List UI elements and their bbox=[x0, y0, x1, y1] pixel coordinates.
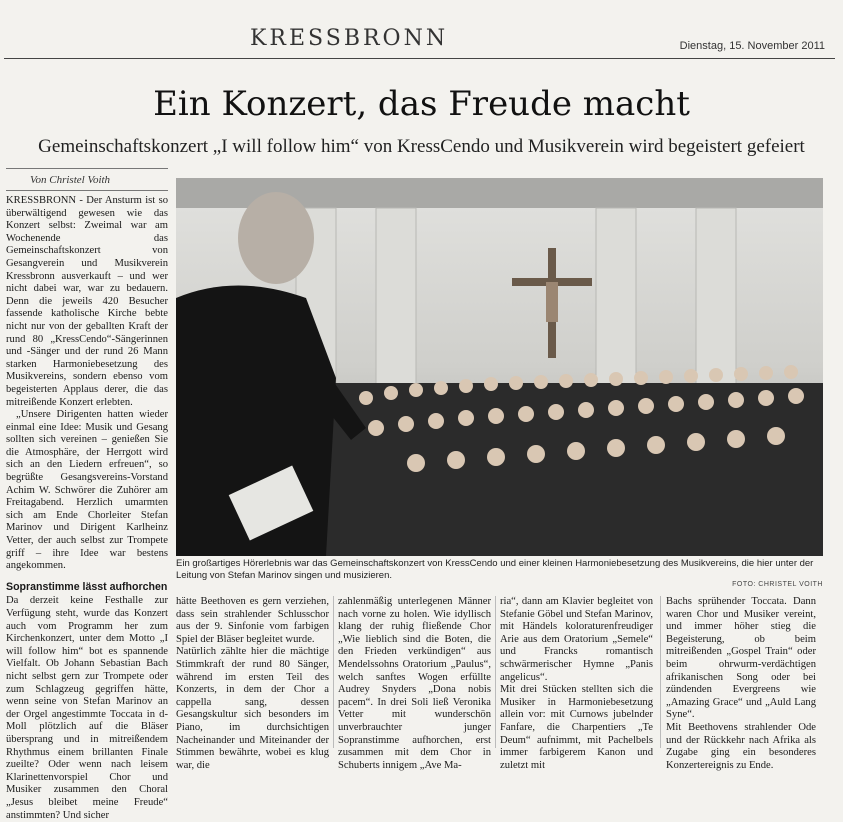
concert-photo bbox=[176, 178, 823, 556]
article-column-3 bbox=[338, 596, 491, 771]
column-5-text: Bachs sprühender Toccata. Dann waren Chor und Musiker vereint, und immer höher stieg die Begeisterung, ob beim mitreißenden „Gospel Train“ oder beim ohrwurm-verdächtigen afrikanischen Song oder bei zündenden Evergreens wie „Amazing Grace“ und „Auld Lang Syne“. Mit Beethovens strahlender Ode und der Rückkehr nach Afrika als Zugabe ging ein besonderes Konzertereignis zu Ende. bbox=[666, 596, 816, 771]
photo-caption: Ein großartiges Hörerlebnis war das Gemeinschaftskonzert von KressCendo und einer kleinen Harmoniebesetzung des Musikvereins, die hier unter der Leitung von Stefan Marinov singen und musizieren. bbox=[176, 558, 814, 581]
article-headline: Ein Konzert, das Freude macht bbox=[153, 84, 690, 124]
issue-date: Dienstag, 15. November 2011 bbox=[679, 40, 825, 52]
column-rule bbox=[495, 596, 496, 748]
paragraph-soprano: Da derzeit keine Festhalle zur Verfügung steht, wurde das Konzert auch vom Programm her zum Kirchenkonzert, unter dem Motto „I will follow him“ bot es spannende Vielfalt. Ob Johann Sebastian Bach nicht selbst gern zur Trompete oder zum Schlagzeug gegriffen hätte, wenn seine von Stefan Marinov an der Orgel angestimmte Toccata in d-Moll plötzlich auf die Bläser übersprang und in mitreißendem Rhythmus einem brillanten Finale zueilte? Oder wenn nach leisem Klarinettenvorspiel Chor und Musiker zusammen den Choral „Jesus bleibet meine Freude“ anstimmten? Und sicher bbox=[6, 595, 168, 821]
section-title: KRESSBRONN bbox=[250, 26, 449, 51]
article-column-left bbox=[6, 195, 168, 821]
photo-credit: FOTO: CHRISTEL VOITH bbox=[732, 581, 823, 588]
header-rule bbox=[4, 58, 835, 59]
column-2-text: hätte Beethoven es gern verziehen, dass sein strahlender Schlusschor aus der 9. Sinfonie vom farbigen Spiel der Bläser begleitet wurde. Natürlich zählte hier die mächtige Stimmkraft der rund 80 Sänger, während im ersten Teil des Konzerts, in dem der Chor a cappella sang, dessen Gesangskultur sich besonders im Piano, im durchsichtigen Nacheinander und Miteinander der Stimmen bewährte, wobei es klug war, die bbox=[176, 596, 329, 771]
concert-photo-illustration bbox=[176, 178, 823, 556]
column-rule bbox=[660, 596, 661, 748]
column-4-text: ria“, dann am Klavier begleitet von Stefanie Göbel und Stefan Marinov, mit Händels koloraturenfreudiger Arie aus dem Oratorium „Semele“ und Francks romantisch schwärmerischer Hymne „Panis angelicus“. Mit drei Stücken stellten sich die Musiker in Harmoniebesetzung allein vor: mit Curnows jubelnder Fanfare, die Charpentiers „Te Deum“ aufnimmt, mit Pachelbels immer farbigerem Kanon und zuletzt mit bbox=[500, 596, 653, 771]
byline-rule bbox=[6, 190, 168, 191]
column-rule bbox=[333, 596, 334, 748]
paragraph-intro: KRESSBRONN - Der Ansturm ist so überwältigend gewesen wie das Konzert selbst: Zweimal war am Wochenende das Gemeinschaftskonzert von Gesangverein und Musikverein Kressbronn ausverkauft – und wer nicht dabei war, war zu bedauern. Denn die jeweils 420 Besucher fassende katholische Kirche bebte nicht nur von der geballten Kraft der rund 80 „KressCendo“-Sängerinnen und -Sänger und der rund 26 Mann starken Harmoniebesetzung des Musikvereins, sondern ebenso vom begeisterten Applaus derer, die das mitreißende Konzert erlebten. bbox=[6, 195, 168, 408]
intertitle: Sopranstimme lässt aufhorchen bbox=[6, 580, 168, 593]
article-column-4 bbox=[500, 596, 653, 771]
byline-rule-top bbox=[6, 168, 168, 169]
column-3-text: zahlenmäßig unterlegenen Männer nach vorne zu holen. Wie idyllisch klang der ruhig fließende Chor „Wie lieblich sind die Boten, die den Frieden verkündigen“ aus Mendelssohns Oratorium „Paulus“, welch sanftes Wogen erfüllte Audrey Snyders „Dona nobis pacem“. In drei Soli ließ Veronika Vetter mit wunderschön unverbrauchter junger Sopranstimme aufhorchen, erst zusammen mit dem Chor in Schuberts innigem „Ave Ma- bbox=[338, 596, 491, 771]
article-subheadline: Gemeinschaftskonzert „I will follow him“ von KressCendo und Musikverein wird begeistert gefeiert bbox=[38, 136, 805, 157]
article-column-5 bbox=[666, 596, 816, 771]
article-column-2 bbox=[176, 596, 329, 771]
paragraph-quote: „Unsere Dirigenten hatten wieder einmal eine Idee: Musik und Gesang sollten sich vereinen – genießen Sie die Atmosphäre, der Herrgott wird sich an den Liedern erfreuen“, so begrüßte Gesangsvereins-Vorstand Achim W. Schwörer die Zuhörer am Freitagabend. Herzlich umarmten sich am Ende Chorleiter Stefan Marinov und Dirigent Karlheinz Vetter, der auch selbst zur Trompete griff – ihre Idee war bestens angekommen. bbox=[6, 409, 168, 572]
byline: Von Christel Voith bbox=[30, 174, 111, 186]
